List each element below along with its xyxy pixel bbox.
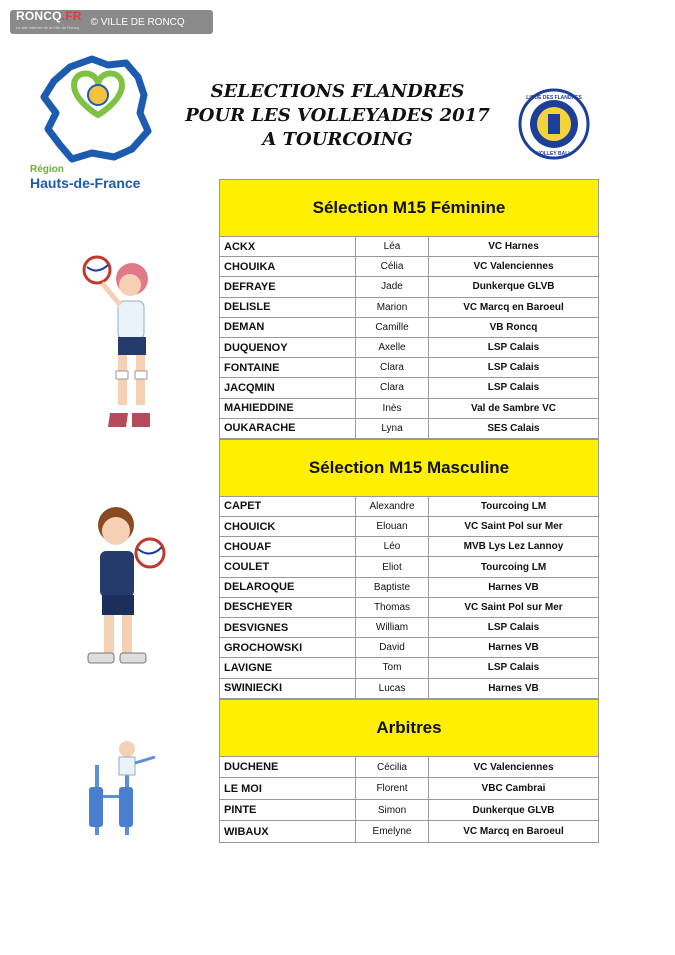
table-row: [219, 237, 599, 257]
table-row: [219, 658, 599, 678]
table-row: [219, 598, 599, 618]
ligue-flandres-volley-logo-icon: [518, 88, 590, 160]
club-cell: Harnes VB: [429, 679, 599, 698]
last-name-cell: ACKX: [220, 237, 356, 256]
club-cell: Val de Sambre VC: [429, 399, 599, 418]
club-cell: LSP Calais: [429, 378, 599, 397]
club-cell: LSP Calais: [429, 618, 599, 637]
selection-table: [219, 179, 599, 843]
table-row: [219, 318, 599, 338]
last-name-cell: DEMAN: [220, 318, 356, 337]
table-row: [219, 618, 599, 638]
table-row: [219, 399, 599, 419]
table-row: [219, 537, 599, 557]
table-row: [219, 757, 599, 779]
last-name-cell: PINTE: [220, 800, 356, 821]
club-cell: Dunkerque GLVB: [429, 277, 599, 296]
copyright-credit: © VILLE DE RONCQ: [90, 16, 185, 28]
club-cell: Tourcoing LM: [429, 557, 599, 576]
club-cell: Tourcoing LM: [429, 497, 599, 516]
table-row: [219, 800, 599, 822]
last-name-cell: DELISLE: [220, 298, 356, 317]
first-name-cell: Tom: [356, 658, 429, 677]
last-name-cell: CAPET: [220, 497, 356, 516]
female-volleyball-player-icon: [80, 255, 160, 440]
section-title: Arbitres: [219, 699, 599, 757]
section-title: Sélection M15 Féminine: [219, 179, 599, 237]
club-cell: VB Roncq: [429, 318, 599, 337]
first-name-cell: Léa: [356, 237, 429, 256]
first-name-cell: Elouan: [356, 517, 429, 536]
table-row: [219, 378, 599, 398]
first-name-cell: Florent: [356, 778, 429, 799]
table-row: [219, 821, 599, 843]
club-cell: LSP Calais: [429, 658, 599, 677]
table-row: [219, 638, 599, 658]
club-cell: LSP Calais: [429, 358, 599, 377]
first-name-cell: Eliot: [356, 557, 429, 576]
club-cell: SES Calais: [429, 419, 599, 438]
first-name-cell: David: [356, 638, 429, 657]
first-name-cell: Camille: [356, 318, 429, 337]
last-name-cell: CHOUICK: [220, 517, 356, 536]
first-name-cell: Lyna: [356, 419, 429, 438]
first-name-cell: Emelyne: [356, 821, 429, 842]
table-row: [219, 298, 599, 318]
first-name-cell: Thomas: [356, 598, 429, 617]
table-row: [219, 419, 599, 439]
table-row: [219, 277, 599, 297]
region-label: Région Hauts-de-France: [30, 164, 141, 191]
table-row: [219, 358, 599, 378]
table-row: [219, 557, 599, 577]
last-name-cell: DESVIGNES: [220, 618, 356, 637]
first-name-cell: Célia: [356, 257, 429, 276]
last-name-cell: DUCHENE: [220, 757, 356, 778]
last-name-cell: CHOUIKA: [220, 257, 356, 276]
first-name-cell: Léo: [356, 537, 429, 556]
last-name-cell: LE MOI: [220, 778, 356, 799]
table-row: [219, 338, 599, 358]
club-cell: VC Marcq en Baroeul: [429, 821, 599, 842]
table-row: [219, 257, 599, 277]
last-name-cell: MAHIEDDINE: [220, 399, 356, 418]
first-name-cell: Marion: [356, 298, 429, 317]
club-cell: LSP Calais: [429, 338, 599, 357]
last-name-cell: DEFRAYE: [220, 277, 356, 296]
last-name-cell: CHOUAF: [220, 537, 356, 556]
male-volleyball-player-icon: [80, 505, 170, 670]
first-name-cell: Cécilia: [356, 757, 429, 778]
first-name-cell: Axelle: [356, 338, 429, 357]
last-name-cell: DELAROQUE: [220, 578, 356, 597]
last-name-cell: LAVIGNE: [220, 658, 356, 677]
referee-chair-icon: [85, 735, 160, 840]
last-name-cell: FONTAINE: [220, 358, 356, 377]
club-cell: MVB Lys Lez Lannoy: [429, 537, 599, 556]
first-name-cell: Baptiste: [356, 578, 429, 597]
svg-text:VOLLEY BALL: VOLLEY BALL: [536, 151, 572, 157]
first-name-cell: Alexandre: [356, 497, 429, 516]
club-cell: VC Saint Pol sur Mer: [429, 598, 599, 617]
table-row: [219, 497, 599, 517]
table-row: [219, 517, 599, 537]
first-name-cell: Simon: [356, 800, 429, 821]
club-cell: VC Valenciennes: [429, 757, 599, 778]
section-title: Sélection M15 Masculine: [219, 439, 599, 497]
last-name-cell: JACQMIN: [220, 378, 356, 397]
club-cell: Harnes VB: [429, 638, 599, 657]
first-name-cell: Clara: [356, 378, 429, 397]
last-name-cell: OUKARACHE: [220, 419, 356, 438]
club-cell: VBC Cambrai: [429, 778, 599, 799]
last-name-cell: SWINIECKI: [220, 679, 356, 698]
first-name-cell: William: [356, 618, 429, 637]
club-cell: VC Saint Pol sur Mer: [429, 517, 599, 536]
last-name-cell: WIBAUX: [220, 821, 356, 842]
club-cell: VC Harnes: [429, 237, 599, 256]
first-name-cell: Clara: [356, 358, 429, 377]
club-cell: Dunkerque GLVB: [429, 800, 599, 821]
roncq-logo: RONCQ.FR Le site internet de la Ville de Roncq: [16, 9, 82, 30]
table-row: [219, 679, 599, 699]
table-row: [219, 778, 599, 800]
last-name-cell: GROCHOWSKI: [220, 638, 356, 657]
last-name-cell: COULET: [220, 557, 356, 576]
svg-text:LIGUE DES FLANDRES: LIGUE DES FLANDRES: [526, 95, 582, 101]
table-row: [219, 578, 599, 598]
club-cell: VC Valenciennes: [429, 257, 599, 276]
last-name-cell: DUQUENOY: [220, 338, 356, 357]
page-title: SELECTIONS FLANDRES POUR LES VOLLEYADES 2017 A TOURCOING: [185, 81, 490, 150]
first-name-cell: Jade: [356, 277, 429, 296]
first-name-cell: Lucas: [356, 679, 429, 698]
first-name-cell: Inès: [356, 399, 429, 418]
last-name-cell: DESCHEYER: [220, 598, 356, 617]
watermark-banner: [10, 10, 213, 34]
club-cell: VC Marcq en Baroeul: [429, 298, 599, 317]
club-cell: Harnes VB: [429, 578, 599, 597]
